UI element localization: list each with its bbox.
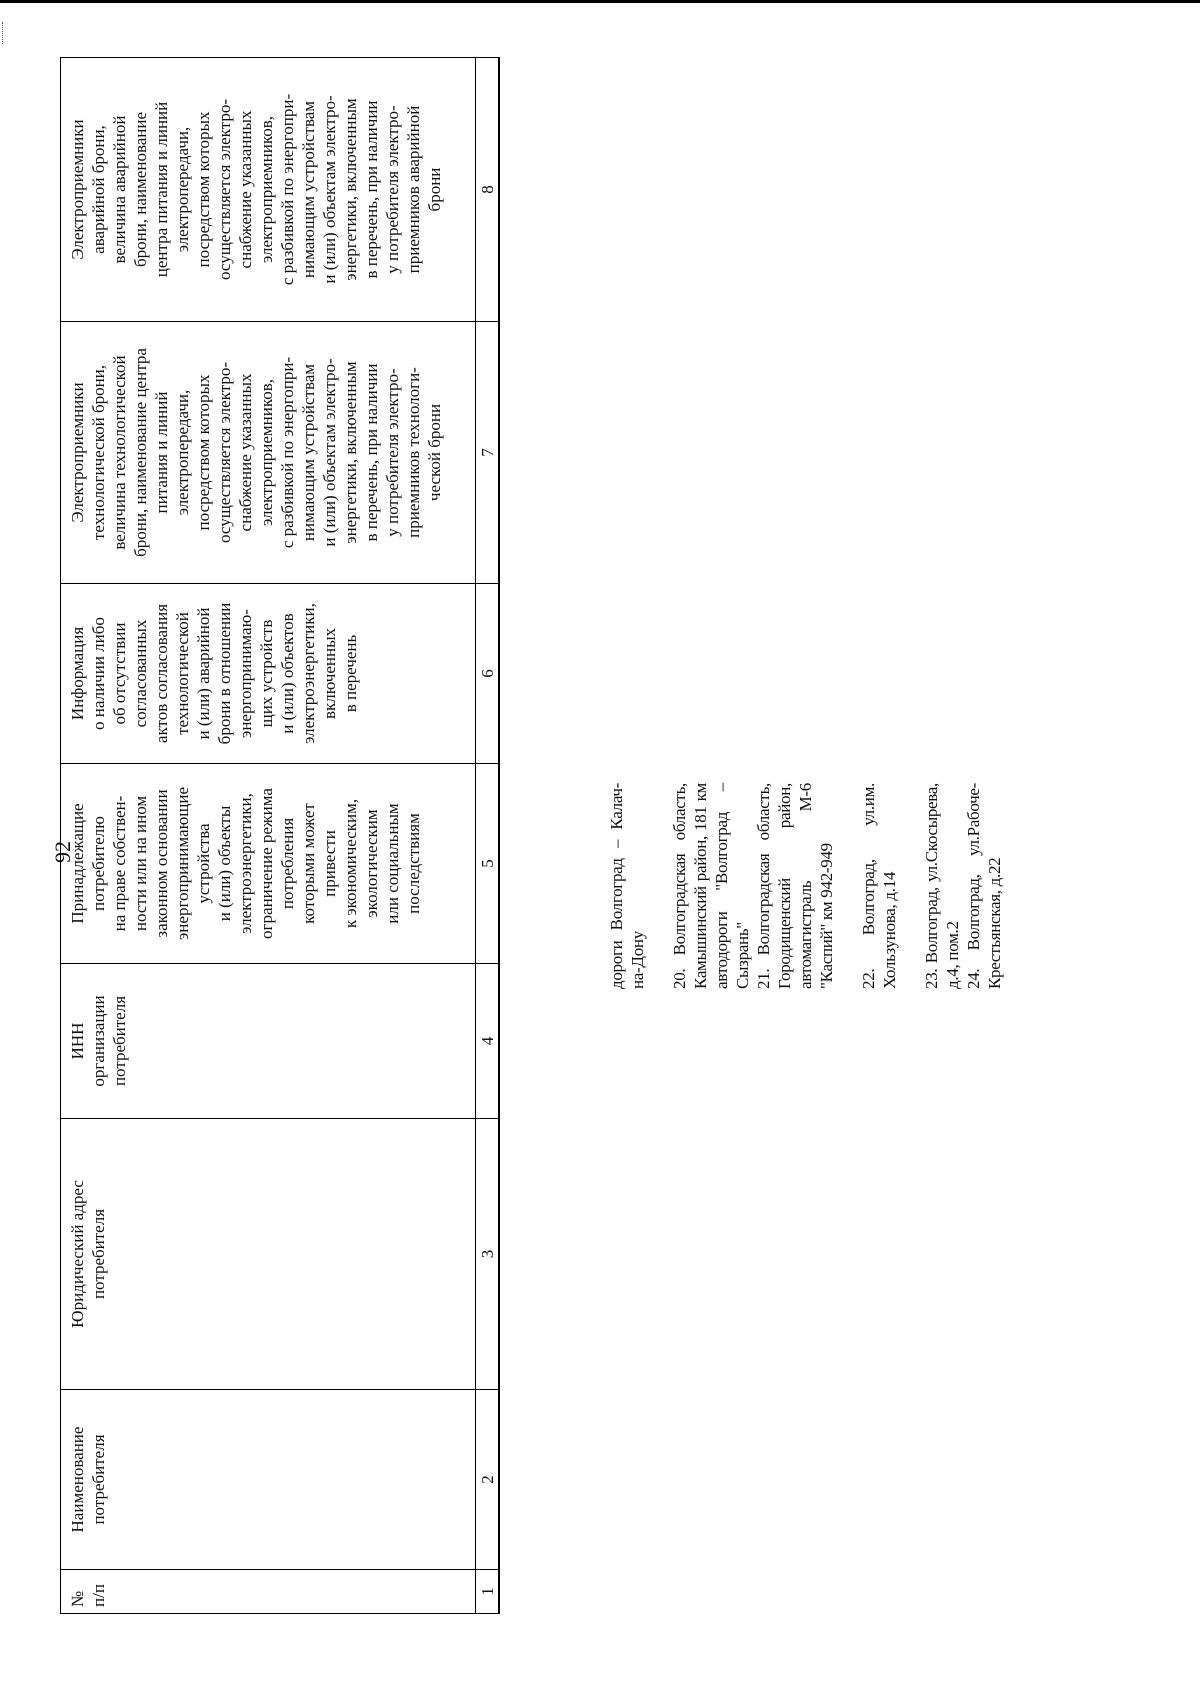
list-item: 23. Волгоград, ул.Скосырева, д.4, пом.2 [922, 783, 962, 989]
column-number-3: 3 [476, 1119, 500, 1390]
column-number-4: 4 [476, 964, 500, 1119]
header-energy-devices: Принадлежащие потребителю на праве собствен- ности или на ином законном основании энергопринимающие устройства и (или) объекты электроэнергетики, ограничение режима потребления которыми может привести к экономическим, экологическим или социальным последствиям [61, 764, 476, 964]
column-number-5: 5 [476, 764, 500, 964]
header-row [61, 58, 476, 1614]
column-number-7: 7 [476, 322, 500, 584]
list-item: 24. Волгоград, ул.Рабоче-Крестьянская, д.22 [964, 783, 1004, 989]
header-reservation-acts: Информация о наличии либо об отсутствии согласованных актов согласования технологической и (или) аварийной брони в отношении энергопринимаю- щих устройств и (или) объектов электроэнергетики, включенных в перечень [61, 584, 476, 764]
list-item: 21. Волгоградская область, Городищенский район, автомагистраль М-6 "Каспий" км 942-949 [754, 783, 836, 989]
list-item: дороги Волгоград – Калач-на-Дону [607, 783, 647, 989]
column-number-1: 1 [476, 1570, 500, 1614]
column-number-row [476, 58, 500, 1614]
column-number-2: 2 [476, 1390, 500, 1570]
page-number: 92 [50, 841, 75, 863]
header-row-number: № п/п [61, 1570, 476, 1614]
address-continuation-list [606, 783, 1026, 989]
list-item: 22. Волгоград, ул.им. Хользунова, д.14 [859, 783, 899, 989]
list-item: 20. Волгоградская область, Камышинский район, 181 км автодороги "Волгоград – Сызрань" [670, 783, 752, 989]
consumers-table [60, 57, 500, 1614]
column-number-8: 8 [476, 58, 500, 322]
header-inn: ИНН организации потребителя [61, 964, 476, 1119]
column-number-6: 6 [476, 584, 500, 764]
header-technological-reserve: Электроприемники технологической брони, величина технологической брони, наименование центра питания и линий электропередачи, посредством которых осуществляется электро- снабжение указанных электроприемников, с разбивкой по энергопри- нимающим устройствам и (или) объектам электро- энергетики, включенным в перечень, при наличии у потребителя электро- приемников технологи- ческой брони [61, 322, 476, 584]
header-emergency-reserve: Электроприемники аварийной брони, величина аварийной брони, наименование центра питания и линий электропередачи, посредством которых осуществляется электро- снабжение указанных электроприемников, с разбивкой по энергопри- нимающим устройствам и (или) объектам электро- энергетики, включенным в перечень, при наличии у потребителя электро- приемников аварийной брони [61, 58, 476, 322]
header-legal-address: Юридический адрес потребителя [61, 1119, 476, 1390]
header-consumer-name: Наименование потребителя [61, 1390, 476, 1570]
